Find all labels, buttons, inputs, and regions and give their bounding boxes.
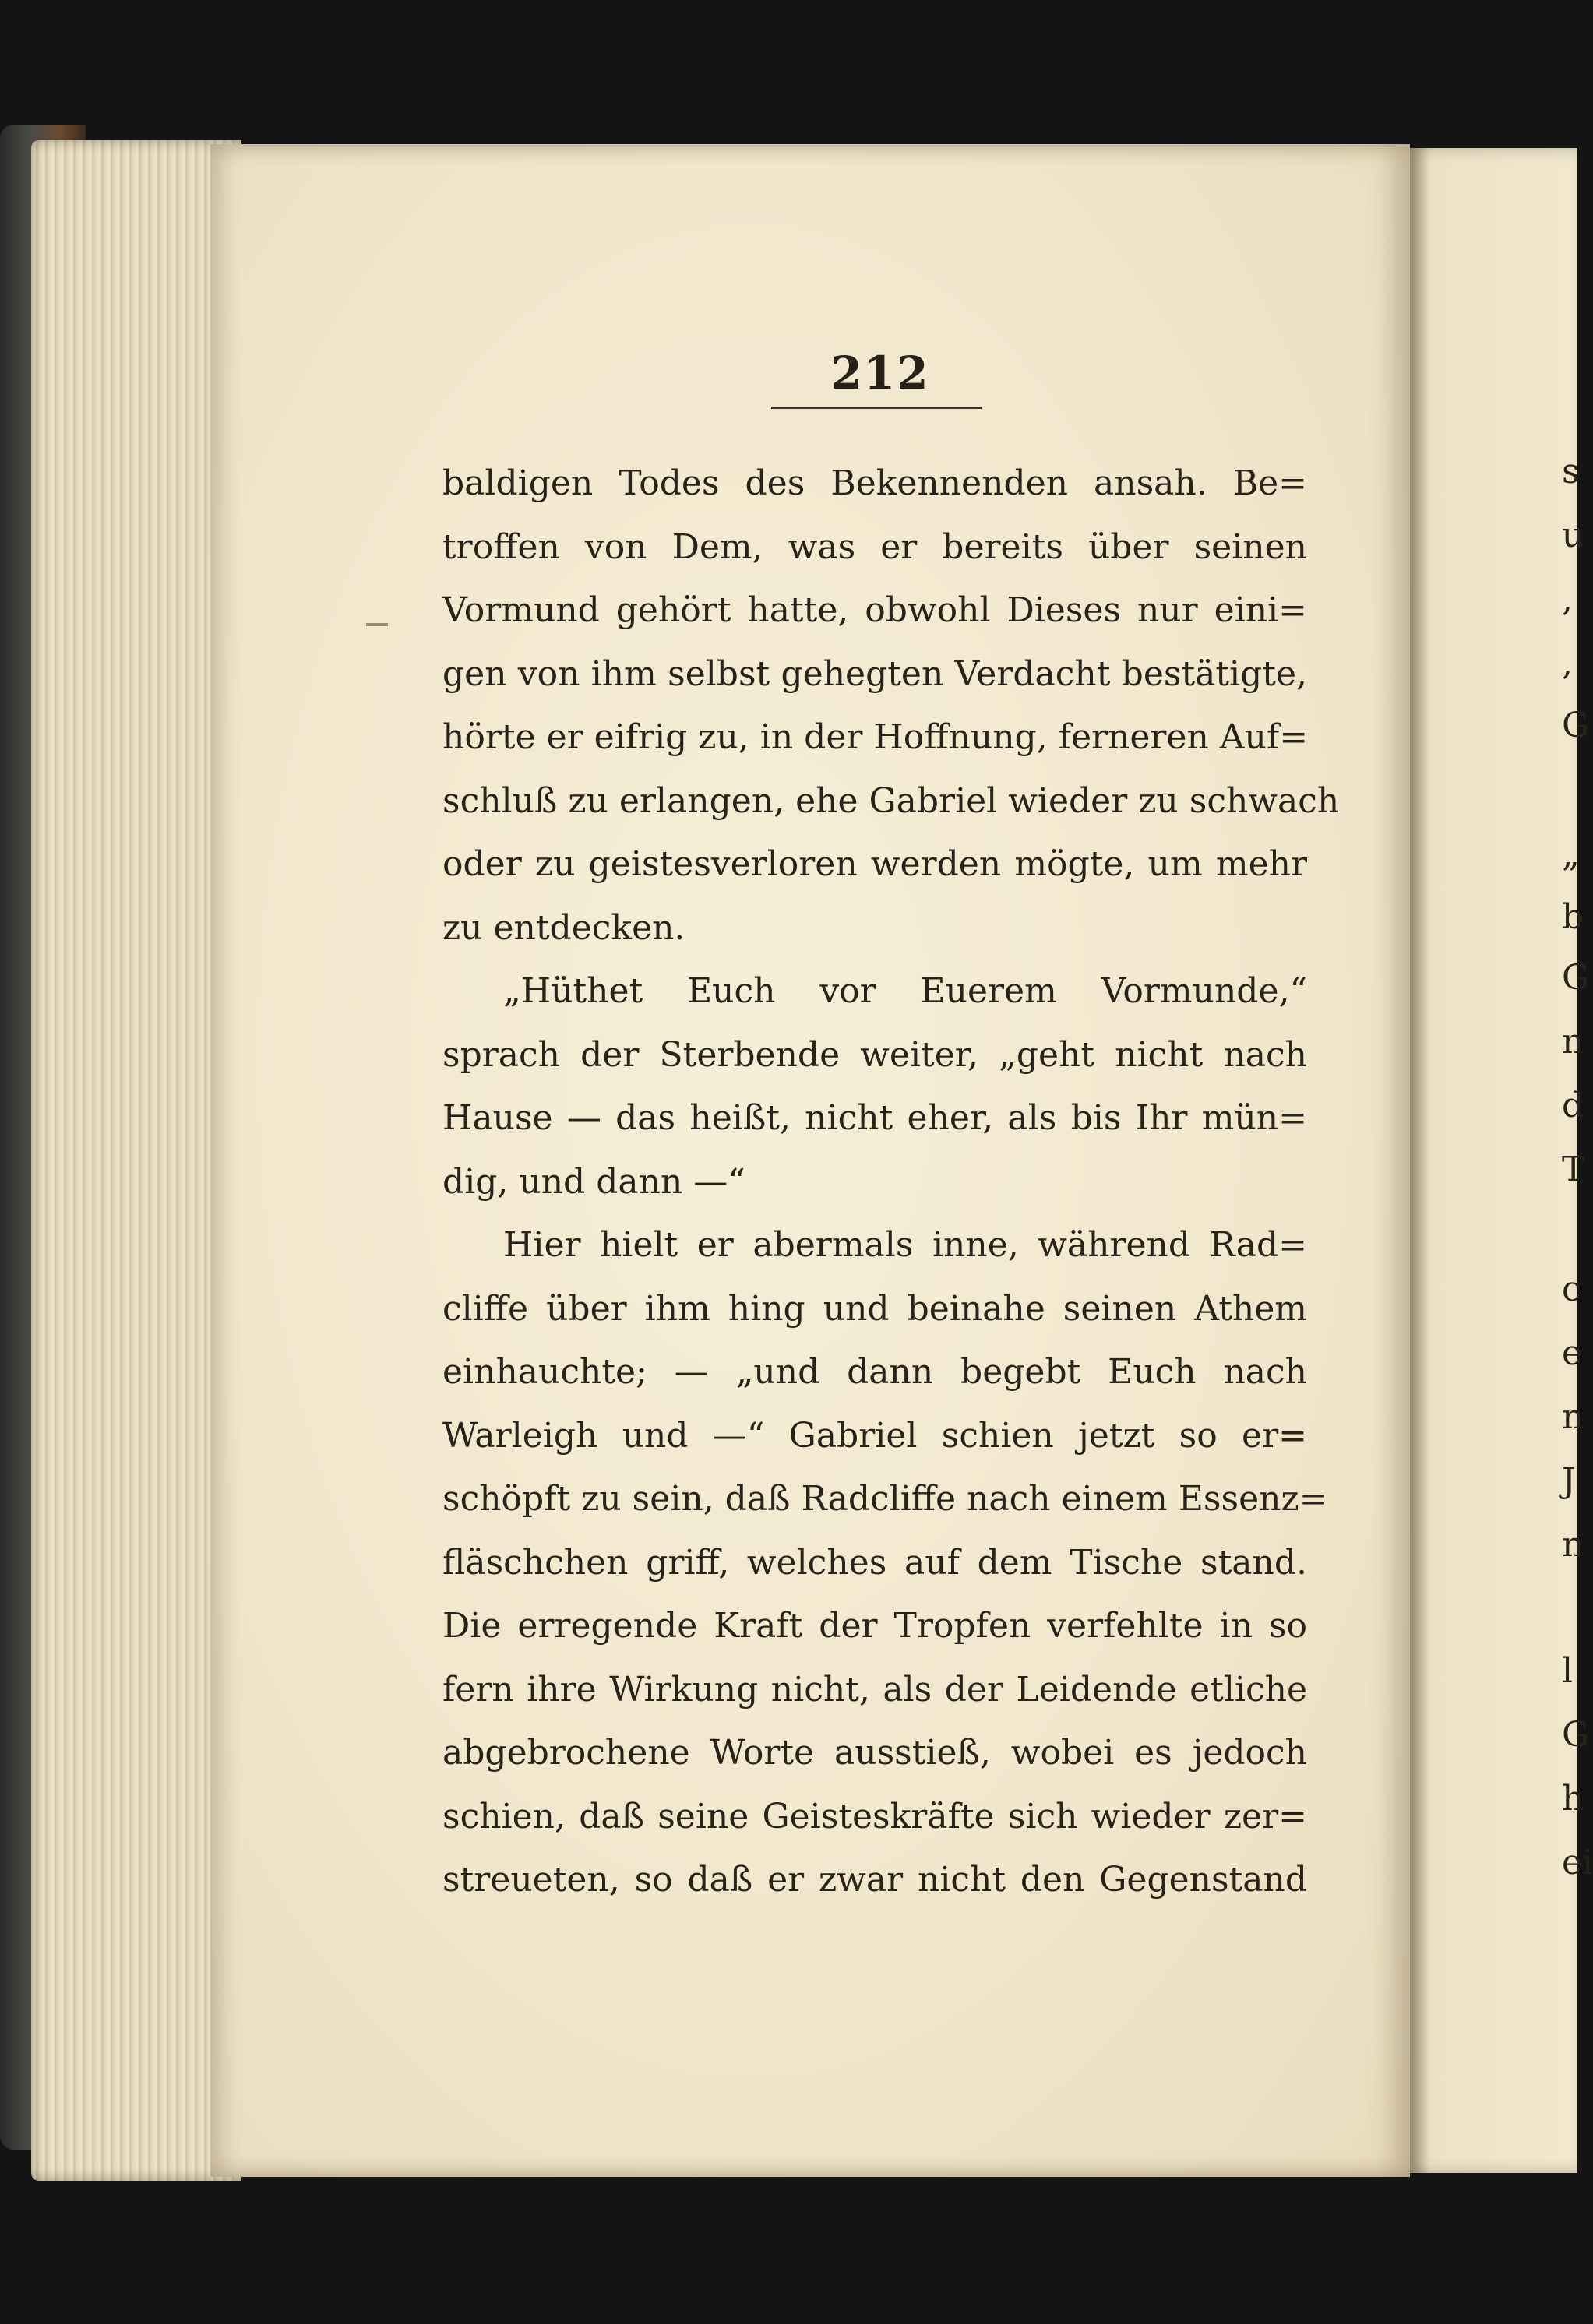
facing-fragment: T [1562, 1150, 1585, 1189]
facing-fragment: n [1562, 1397, 1584, 1437]
facing-fragment: n [1562, 1022, 1584, 1062]
text-line: cliffe über ihm hing und beinahe seinen Athem [442, 1288, 1307, 1329]
facing-fragment: , [1562, 643, 1573, 683]
text-line: dig, und dann —“ [442, 1161, 745, 1202]
facing-fragment: , [1562, 579, 1573, 619]
facing-page [1410, 148, 1577, 2173]
text-line: streueten, so daß er zwar nicht den Gegenstand [442, 1860, 1307, 1900]
text-line: Die erregende Kraft der Tropfen verfehlte in so [442, 1606, 1307, 1646]
facing-fragment: c [1562, 1269, 1581, 1309]
text-line: „Hüthet Euch vor Euerem Vormunde,“ [503, 971, 1307, 1011]
body-text [442, 452, 1340, 1912]
facing-fragment: ei [1562, 1843, 1593, 1882]
text-line: troffen von Dem, was er bereits über seinen [442, 526, 1307, 567]
text-line: hörte er eifrig zu, in der Hoffnung, ferneren Auf= [442, 717, 1309, 757]
facing-fragment: „ [1562, 835, 1580, 875]
text-line: Hier hielt er abermals inne, während Rad= [503, 1225, 1307, 1265]
text-line: Vormund gehört hatte, obwohl Dieses nur eini= [442, 590, 1307, 630]
facing-fragment: s [1562, 452, 1580, 491]
facing-fragment: e [1562, 1333, 1583, 1373]
facing-fragment: G [1562, 1715, 1590, 1755]
margin-mark [366, 623, 388, 626]
facing-fragment: G [1562, 706, 1590, 745]
text-line: fläschchen griff, welches auf dem Tische stand. [442, 1542, 1307, 1583]
facing-fragment: l [1562, 1651, 1574, 1691]
text-line: einhauchte; — „und dann begebt Euch nach [442, 1352, 1307, 1392]
text-line: abgebrochene Worte ausstieß, wobei es jedoch [442, 1733, 1307, 1773]
text-line: fern ihre Wirkung nicht, als der Leidende etliche [442, 1669, 1307, 1710]
text-line: Warleigh und —“ Gabriel schien jetzt so er= [442, 1415, 1307, 1456]
header-rule [771, 407, 982, 409]
text-line: sprach der Sterbende weiter, „geht nicht nach [442, 1034, 1307, 1075]
text-line: zu entdecken. [442, 907, 685, 948]
page-number: 212 [830, 347, 930, 400]
text-line: baldigen Todes des Bekennenden ansah. Be= [442, 463, 1307, 503]
text-line: Hause — das heißt, nicht eher, als bis Ihr mün= [442, 1098, 1307, 1138]
facing-fragment: h [1562, 1779, 1584, 1819]
text-line: gen von ihm selbst gehegten Verdacht bestätigte, [442, 653, 1307, 694]
facing-fragment: J [1562, 1461, 1576, 1501]
text-line: schluß zu erlangen, ehe Gabriel wieder zu schwach [442, 780, 1340, 821]
text-line: oder zu geistesverloren werden mögte, um mehr [442, 844, 1307, 884]
text-line: schöpft zu sein, daß Radcliffe nach einem Essenz= [442, 1479, 1328, 1519]
facing-fragment: b [1562, 897, 1584, 937]
facing-fragment: G [1562, 958, 1590, 998]
facing-fragment: u [1562, 516, 1584, 555]
facing-fragment: d [1562, 1086, 1584, 1125]
facing-fragment: n [1562, 1525, 1584, 1565]
text-line: schien, daß seine Geisteskräfte sich wieder zer= [442, 1796, 1307, 1836]
